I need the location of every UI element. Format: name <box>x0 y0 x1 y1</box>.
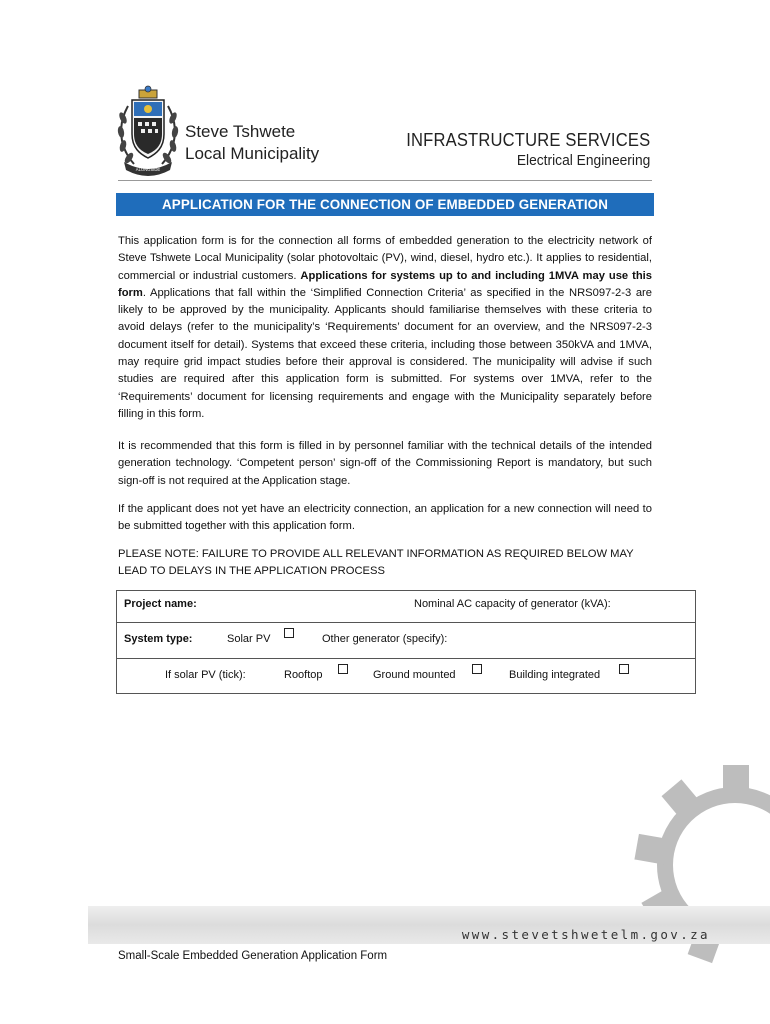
municipal-crest-logo <box>114 84 182 180</box>
department-title: INFRASTRUCTURE SERVICES <box>405 130 650 150</box>
intro-paragraph-3: If the applicant does not yet have an electricity connection, an application for a new connection will need to be submitted together with this application form. <box>118 503 652 533</box>
rooftop-label: Rooftop <box>284 669 323 681</box>
project-name-field[interactable] <box>217 593 397 617</box>
solar-pv-label: Solar PV <box>227 633 271 645</box>
system-type-label: System type: <box>124 633 193 645</box>
table-row-divider <box>117 622 695 623</box>
project-details-table <box>116 590 696 694</box>
intro-p1-text-b: . Applications that fall within the ‘Simplified Connection Criteria’ as specified in the NRS097-2-3 are likely to be approved by the municipality. Applicants should familiarise themselves with these criteria to avoid delays (refer to the municipality’s ‘Requirements’ document for an overview, and the NRS097-2-3 document itself for detail). Systems that exceed these criteria, including those between 350kVA and 1MVA, may require grid impact studies before their approval is considered. The municipality will advise if such studies are required after this application form is submitted. For systems over 1MVA, refer to the ‘Requirements’ document for licensing requirements and engage with the Municipality separately before filling in this form. <box>118 286 652 420</box>
intro-p1-bold: Applications for systems up to and including 1MVA may use this form <box>118 269 652 299</box>
building-integrated-checkbox[interactable] <box>619 664 629 674</box>
rooftop-checkbox[interactable] <box>338 664 348 674</box>
intro-paragraph-1 <box>118 233 652 423</box>
footer-caption: Small-Scale Embedded Generation Application Form <box>118 950 388 962</box>
other-generator-field[interactable] <box>467 627 687 651</box>
form-title-banner: APPLICATION FOR THE CONNECTION OF EMBEDDED GENERATION <box>116 193 654 216</box>
capacity-field[interactable] <box>637 593 689 617</box>
department-subtitle: Electrical Engineering <box>516 152 650 169</box>
solar-pv-checkbox[interactable] <box>284 628 294 638</box>
project-name-label: Project name: <box>124 598 197 610</box>
website-url[interactable]: www.stevetshwetelm.gov.za <box>461 927 710 942</box>
ground-mounted-checkbox[interactable] <box>472 664 482 674</box>
if-solar-label: If solar PV (tick): <box>165 669 246 681</box>
intro-paragraph-2: It is recommended that this form is filled in by personnel familiar with the technical details of the intended generation technology. ‘Competent person’ sign-off of the Commissioning Report is mandatory, but such sign-off is not required at the Application stage. <box>118 440 652 487</box>
org-name-line1: Steve Tshwete <box>185 122 296 141</box>
organization-name <box>185 121 319 165</box>
intro-p1-text-a: This application form is for the connection all forms of embedded generation to the electricity network of Steve Tshwete Local Municipality (solar photovoltaic (PV), wind, diesel, hydro etc.). It applies to residential, commercial or industrial customers. <box>118 235 652 282</box>
table-row-divider <box>117 658 695 659</box>
header-divider <box>118 180 652 181</box>
ground-mounted-label: Ground mounted <box>373 669 456 681</box>
department-block <box>385 130 650 169</box>
warning-notice: PLEASE NOTE: FAILURE TO PROVIDE ALL RELEVANT INFORMATION AS REQUIRED BELOW MAY LEAD TO DELAYS IN THE APPLICATION PROCESS <box>118 548 634 578</box>
other-generator-label: Other generator (specify): <box>322 633 448 645</box>
org-name-line2: Local Municipality <box>185 144 320 163</box>
capacity-label: Nominal AC capacity of generator (kVA): <box>414 598 611 610</box>
building-integrated-label: Building integrated <box>509 669 601 681</box>
crest-motto-text: ALONGSIDE <box>135 167 161 172</box>
